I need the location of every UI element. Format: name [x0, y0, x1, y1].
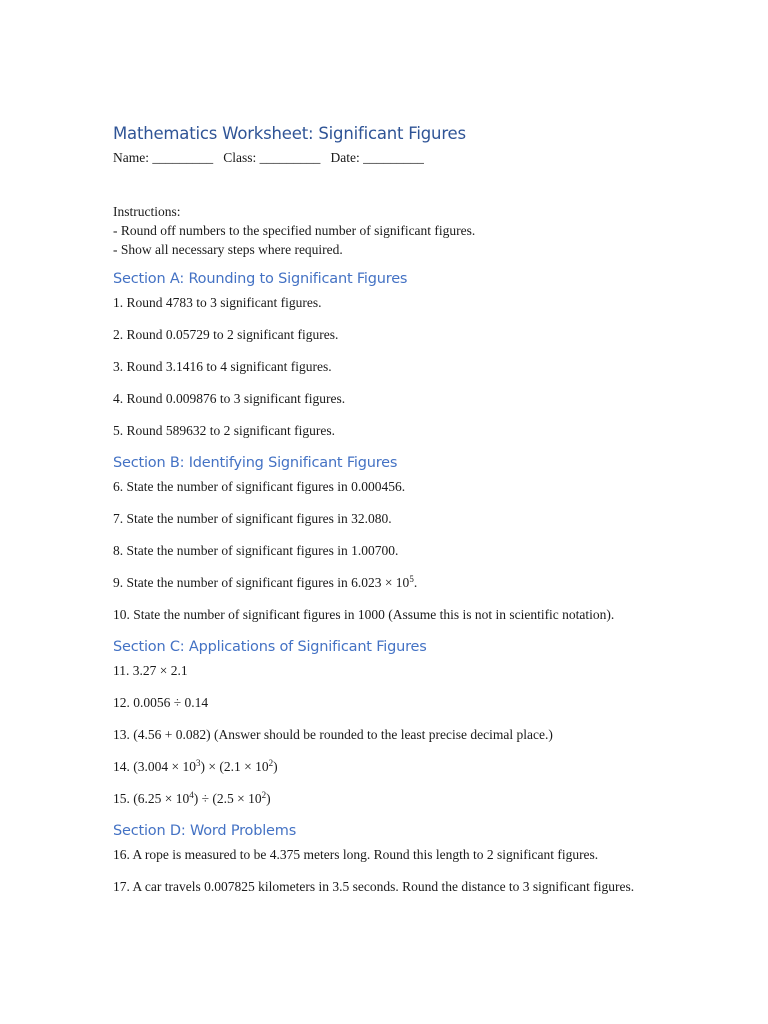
question-15-part: 15. (6.25 × 10 [113, 791, 190, 806]
section-d-heading: Section D: Word Problems [113, 823, 297, 839]
section-c-heading: Section C: Applications of Significant Figures [113, 639, 427, 655]
question-15-part: ) [266, 791, 271, 806]
instructions-heading: Instructions: [113, 204, 181, 219]
instruction-item: - Show all necessary steps where required. [113, 242, 343, 257]
question-9-exponent: 5 [409, 574, 414, 584]
question-11: 11. 3.27 × 2.1 [113, 663, 188, 678]
question-14-part: ) [273, 759, 278, 774]
question-15-part: ) ÷ (2.5 × 10 [193, 791, 262, 806]
question-10: 10. State the number of significant figures in 1000 (Assume this is not in scientific notation). [113, 607, 615, 622]
question-15-exponent: 2 [261, 790, 267, 800]
instruction-item: - Round off numbers to the specified number of significant figures. [113, 223, 476, 238]
question-14-part: ) × (2.1 × 10 [200, 759, 269, 774]
question-14-exponent: 2 [268, 758, 274, 768]
instructions-block [113, 202, 475, 259]
question-15 [113, 789, 271, 808]
question-14-exponent: 3 [195, 758, 201, 768]
question-8: 8. State the number of significant figures in 1.00700. [113, 543, 399, 558]
question-16: 16. A rope is measured to be 4.375 meters long. Round this length to 2 significant figures. [113, 847, 599, 862]
section-a-heading: Section A: Rounding to Significant Figures [113, 271, 408, 287]
question-7: 7. State the number of significant figures in 32.080. [113, 511, 392, 526]
question-14 [113, 757, 278, 776]
question-15-exponent: 4 [189, 790, 194, 800]
question-17: 17. A car travels 0.007825 kilometers in 3.5 seconds. Round the distance to 3 significant figures. [113, 879, 635, 894]
question-3: 3. Round 3.1416 to 4 significant figures. [113, 359, 332, 374]
question-2: 2. Round 0.05729 to 2 significant figures. [113, 327, 339, 342]
question-13: 13. (4.56 + 0.082) (Answer should be rounded to the least precise decimal place.) [113, 727, 553, 742]
section-b-heading: Section B: Identifying Significant Figures [113, 455, 398, 471]
question-1: 1. Round 4783 to 3 significant figures. [113, 295, 322, 310]
question-4: 4. Round 0.009876 to 3 significant figures. [113, 391, 346, 406]
name-class-date-line: Name: _________ Class: _________ Date: _________ [113, 150, 424, 165]
question-5: 5. Round 589632 to 2 significant figures. [113, 423, 335, 438]
question-9-text: 9. State the number of significant figures in 6.023 × 10 [113, 575, 410, 590]
question-14-part: 14. (3.004 × 10 [113, 759, 196, 774]
worksheet-title: Mathematics Worksheet: Significant Figures [113, 124, 466, 143]
question-9-end: . [413, 575, 418, 590]
question-12: 12. 0.0056 ÷ 0.14 [113, 695, 209, 710]
question-9 [113, 573, 417, 592]
question-6: 6. State the number of significant figures in 0.000456. [113, 479, 406, 494]
